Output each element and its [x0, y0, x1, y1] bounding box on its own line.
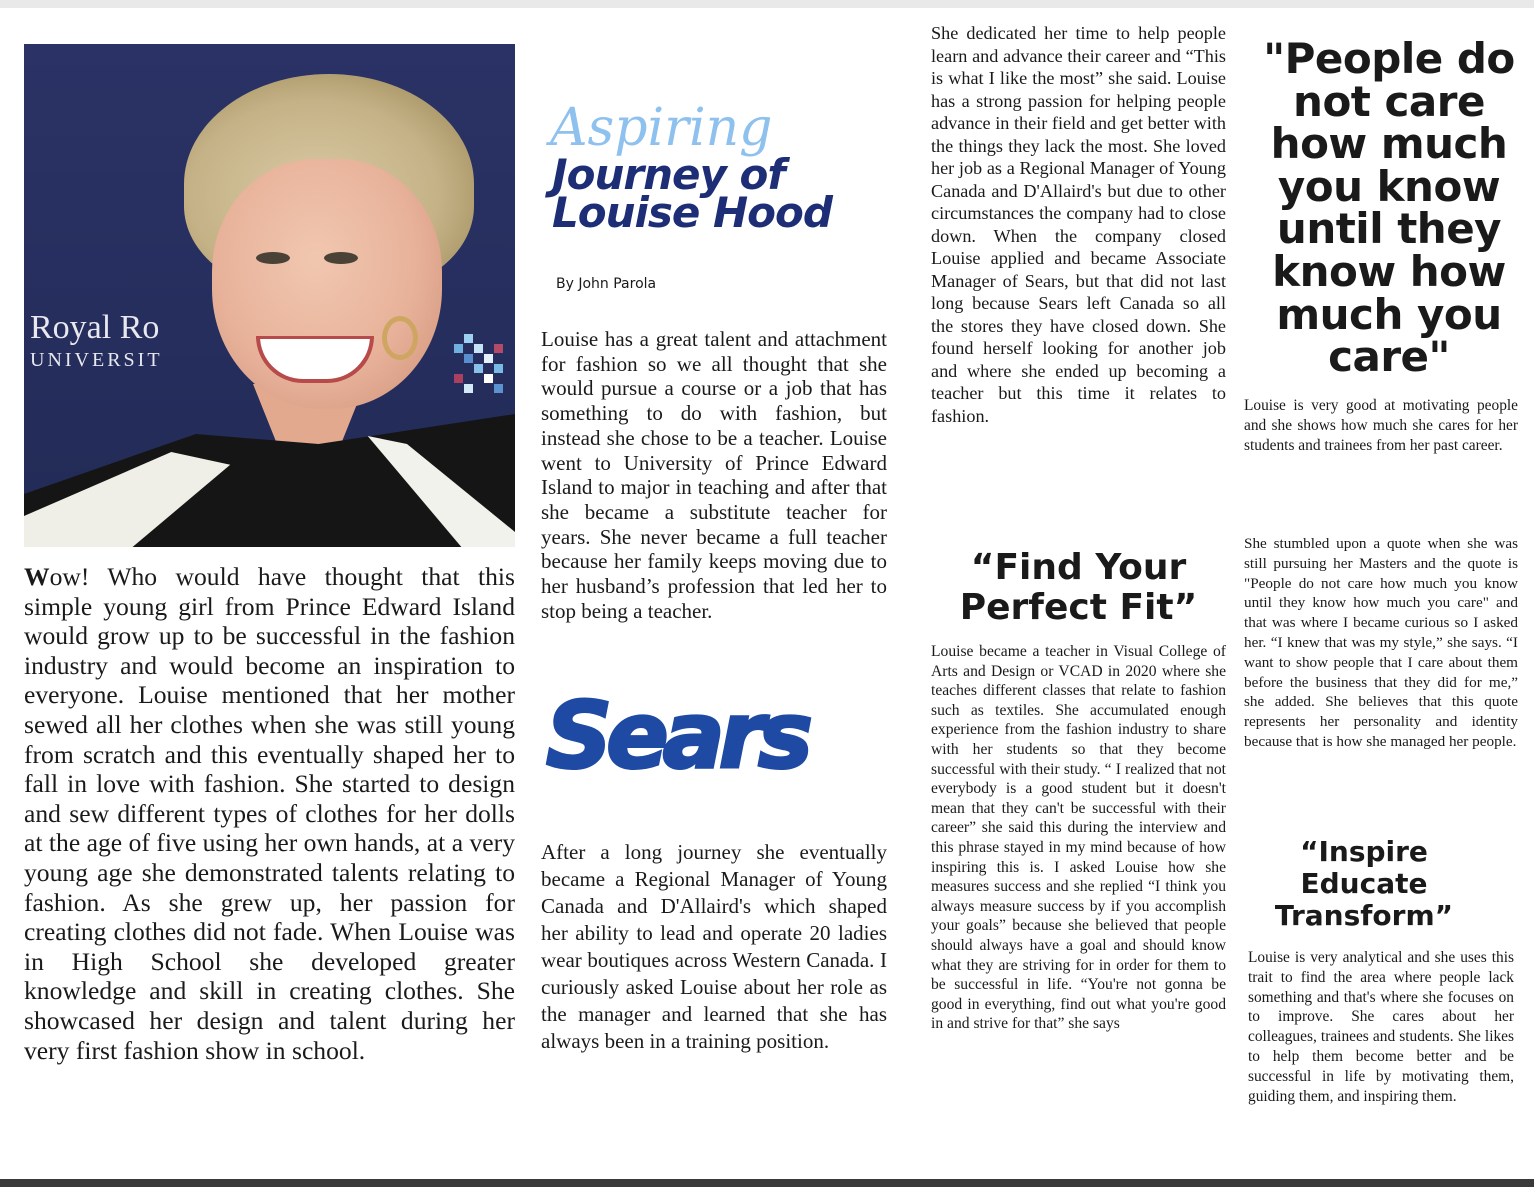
vcad-paragraph: Louise became a teacher in Visual College of Arts and Design or VCAD in 2020 where she teaches different classes that relate to fashion such as textiles. She accumulated enough experience from the fashion industry to share with her students so that they become successful with their study. “ I realized that not everybody is a good student but it doesn't mean that they can't be successful with their career” she said this during the interview and this phrase stayed in my mind because of how inspiring this is. I asked Louise how she measures success and she replied “I think you always measure success by if you accomplish your goals” because she believed that people should always have a goal and should know what they are striving for in order for them to be successful in life. “You're not gonna be good in everything, find out what you're good in and strive for that” she says	[931, 643, 1226, 1033]
sears-logo: Sears	[546, 682, 807, 789]
analytical-paragraph: Louise is very analytical and she uses this trait to find the area where people lack something and that's where she focuses on to improve. She cares about her colleagues, trainees and students. She likes to help them become better and be successful in life by motivating them, guiding them, and inspiring them.	[1248, 949, 1514, 1105]
top-edge	[0, 0, 1534, 8]
teaching-paragraph: Louise has a great talent and attachment for fashion so we all thought that she would pursue a course or a job that has something to do with fashion, but instead she chose to be a teacher. Louise went to University of Prince Edward Island to major in teaching and after that she became a substitute teacher for years. She never became a full teacher because her family keeps moving due to her husband’s profession that led her to stop being a teacher.	[541, 327, 887, 623]
manager-paragraph: After a long journey she eventually became a Regional Manager of Young Canada and D'Allaird's which shaped her ability to lead and operate 20 ladies wear boutiques across Western Canada. I curiously asked Louise about her role as the manager and learned that she has always been in a training position.	[541, 840, 887, 1053]
right-eye	[324, 252, 358, 264]
byline: By John Parola	[556, 276, 657, 292]
earring	[382, 316, 418, 360]
motivating-paragraph: Louise is very good at motivating people and she shows how much she cares for her students and trainees from her past career.	[1244, 397, 1518, 454]
university-logo	[30, 309, 163, 372]
bottom-edge	[0, 1179, 1534, 1187]
pull-quote: "People do not care how much you know until they know how much you care"	[1263, 34, 1515, 382]
logo-line-2: UNIVERSIT	[30, 349, 163, 371]
intro-paragraph	[24, 562, 515, 1065]
article-title	[550, 98, 880, 237]
title-journey-line-2: Louise Hood	[552, 188, 832, 237]
inspire-educate-heading: “Inspire Educate Transform”	[1274, 835, 1454, 932]
decorative-pixel-pattern	[454, 334, 514, 404]
title-journey-line-1: Journey of	[552, 150, 785, 199]
drop-letter: W	[24, 562, 50, 591]
logo-line-1: Royal Ro	[30, 309, 160, 346]
title-aspiring: Aspiring	[550, 98, 773, 158]
left-eye	[256, 252, 290, 264]
career-paragraph: She dedicated her time to help people learn and advance their career and “This is what I like the most” she said. Louise has a strong passion for helping people advance in their field and get better with the things they lack the most. She loved her job as a Regional Manager of Young Canada and D'Allaird's but due to other circumstances the company had to close down. When the company closed Louise applied and became Associate Manager of Sears, but that did not last long because Sears left Canada so all the stores they have closed down. She found herself looking for another job and where she ended up becoming a teacher but this time it relates to fashion.	[931, 23, 1226, 426]
portrait-photo	[24, 44, 515, 547]
quote-story-paragraph: She stumbled upon a quote when she was still pursuing her Masters and the quote is "People do not care how much you know until they know how much you care" and that was where I became curious so I asked her. “I knew that was my style,” she says. “I want to show people that I care about them before the business that they did for me,” she added. She believes that this quote represents her personality and identity because that is how she managed her people.	[1244, 535, 1518, 750]
intro-text: ow! Who would have thought that this simple young girl from Prince Edward Island would grow up to be successful in the fashion industry and would become an inspiration to everyone. Louise mentioned that her mother sewed all her clothes when she was still young from scratch and this eventually shaped her to fall in love with fashion. She started to design and sew different types of clothes for her dolls at the age of five using her own hands, at a very young age she demonstrated talents relating to fashion. As she grew up, her passion for creating clothes did not fade. When Louise was in High School she developed greater knowledge and skill in creating clothes. She showcased her design and talent during her very first fashion show in school.	[24, 562, 515, 1065]
find-your-fit-heading: “Find Your Perfect Fit”	[959, 547, 1198, 628]
